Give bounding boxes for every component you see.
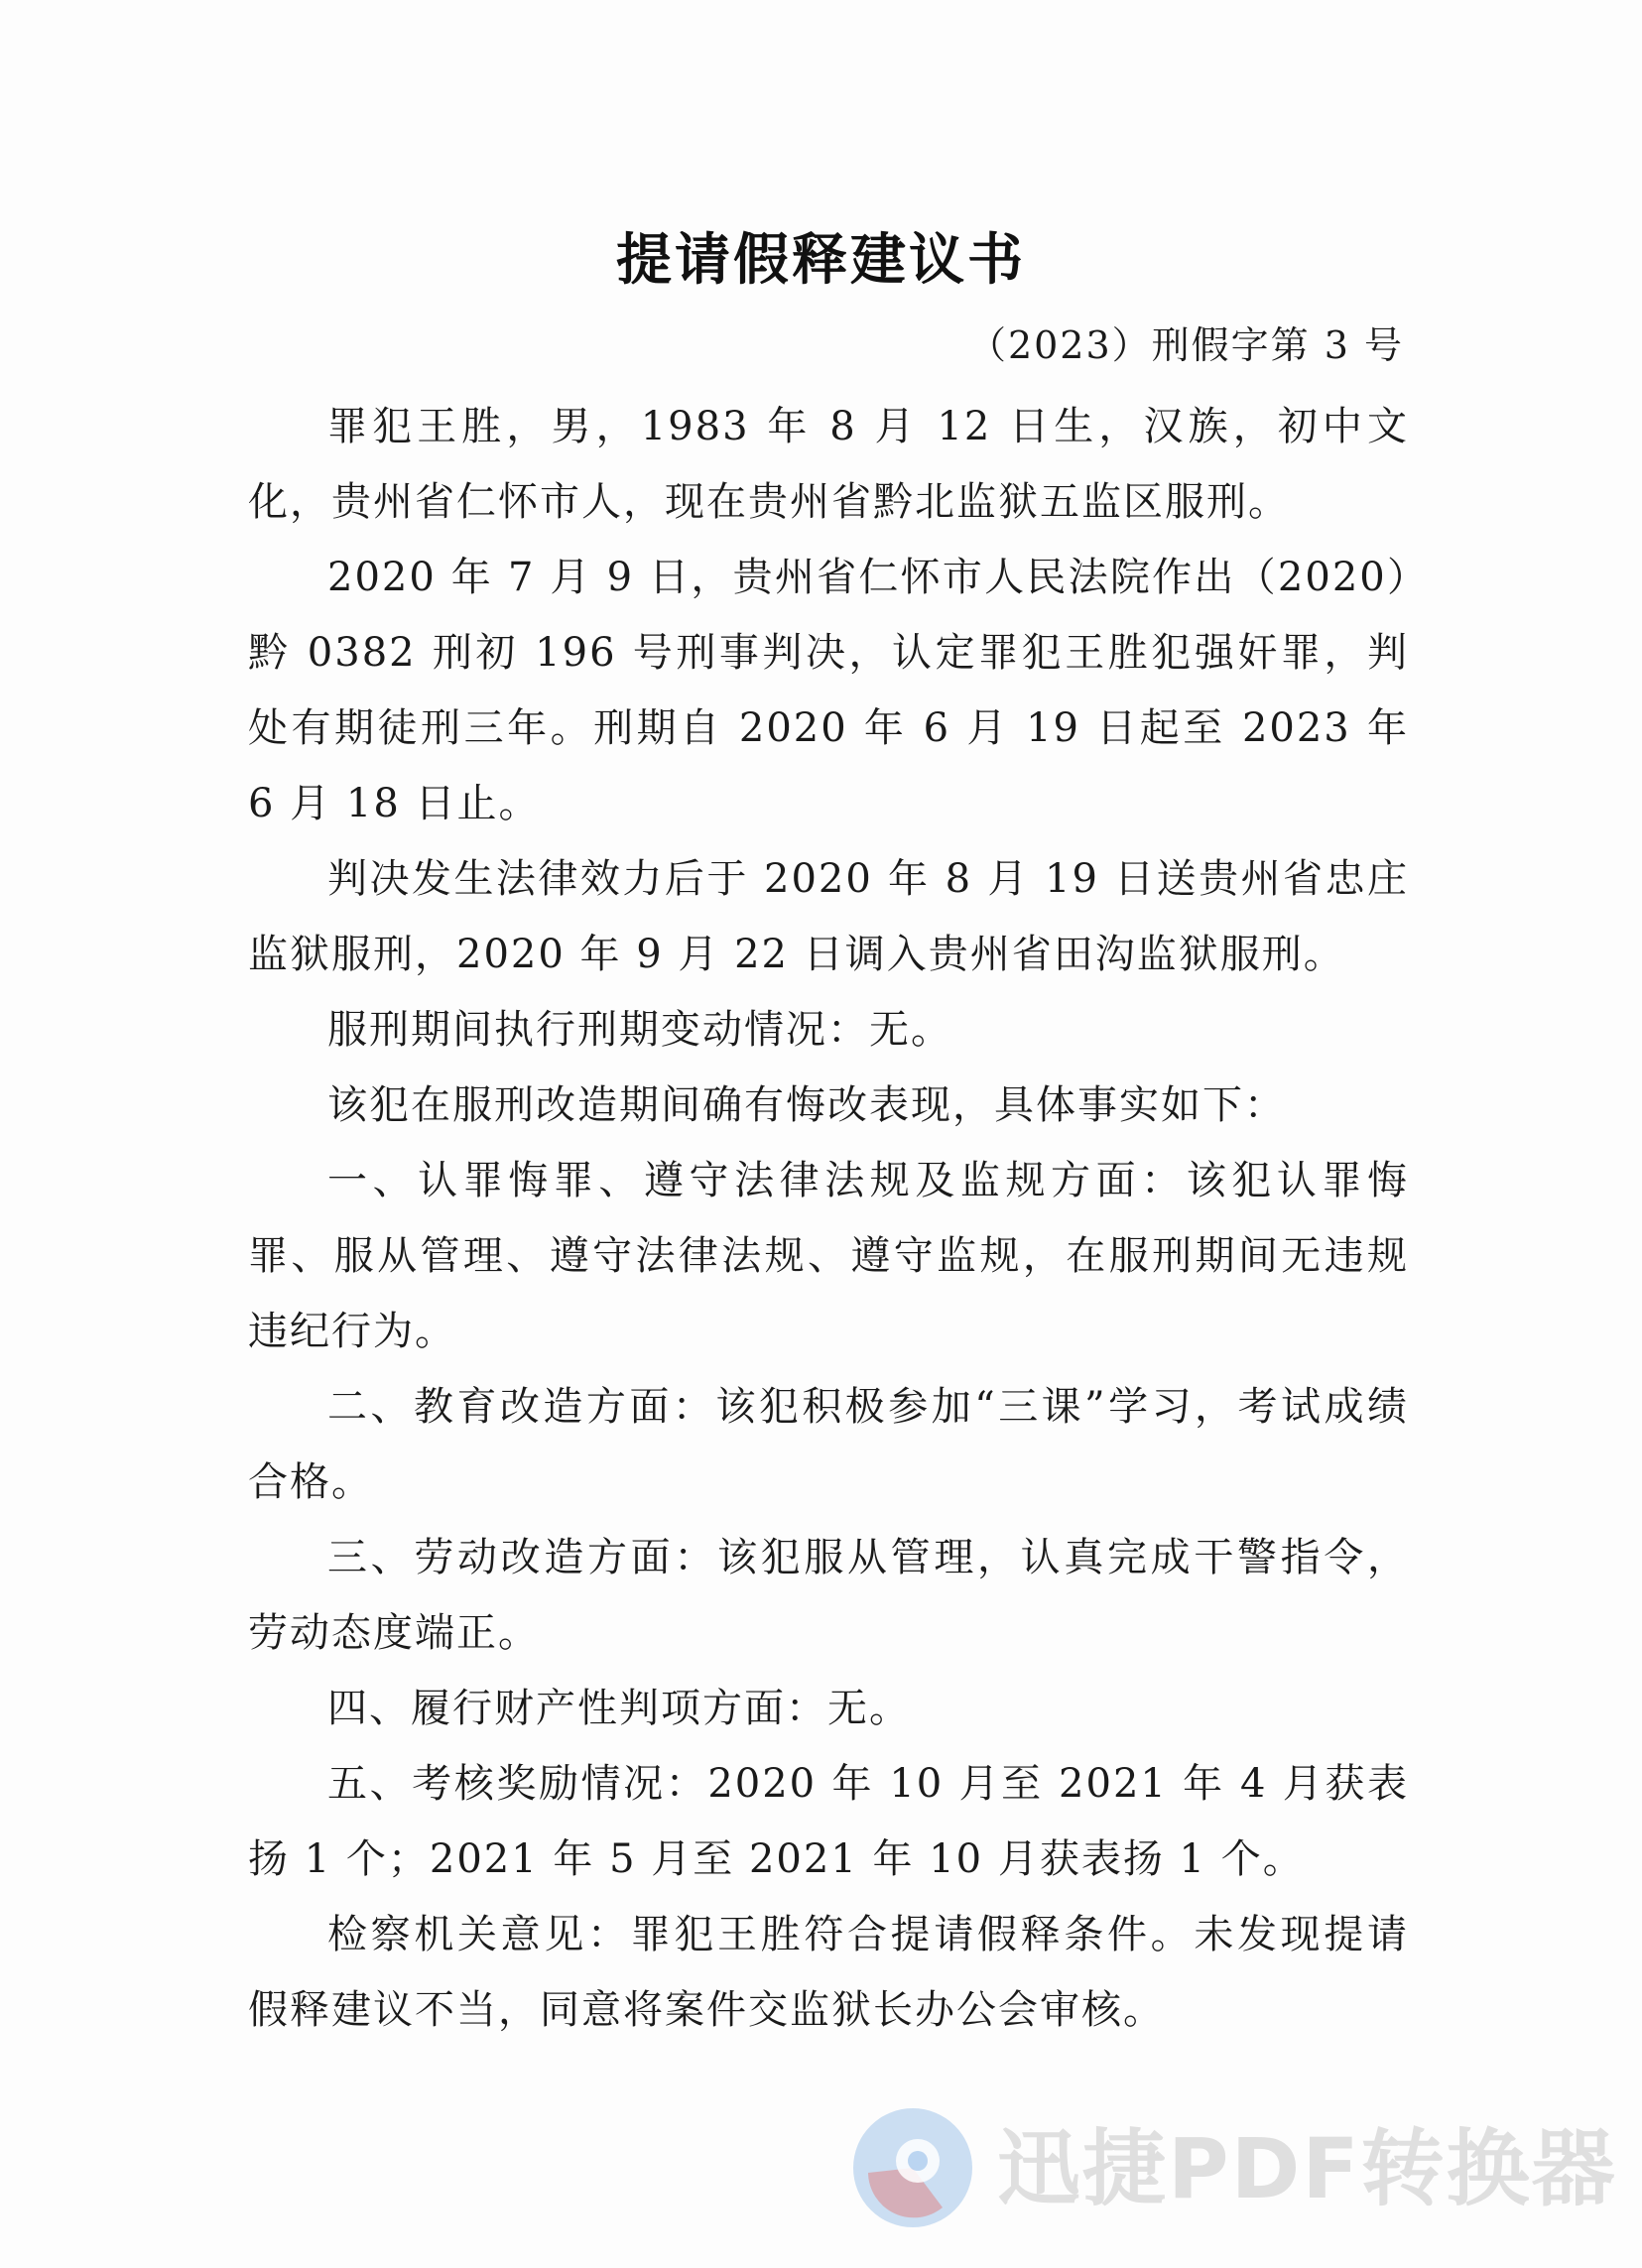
watermark-text: 迅捷PDF转换器: [997, 2120, 1617, 2217]
paragraph-item-3: 三、劳动改造方面：该犯服从管理，认真完成干警指令，劳动态度端正。: [248, 1535, 1409, 1656]
paragraph-item-5: 五、考核奖励情况：2020 年 10 月至 2021 年 4 月获表扬 1 个；2021 年 5 月至 2021 年 10 月获表扬 1 个。: [248, 1761, 1409, 1882]
paragraph-repentance-intro: 该犯在服刑改造期间确有悔改表现，具体事实如下：: [327, 1082, 1286, 1128]
paragraph-item-4: 四、履行财产性判项方面：无。: [327, 1686, 911, 1731]
paragraph-item-2: 二、教育改造方面：该犯积极参加“三课”学习，考试成绩合格。: [248, 1384, 1409, 1505]
paragraph-procuratorate-opinion: 检察机关意见：罪犯王胜符合提请假释条件。未发现提请假释建议不当，同意将案件交监狱长办公会审核。: [248, 1912, 1409, 2033]
pdf-converter-logo-icon: [848, 2103, 977, 2232]
document-number: （2023）刑假字第 3 号: [967, 323, 1404, 367]
paragraph-item-1: 一、认罪悔罪、遵守法律法规及监规方面：该犯认罪悔罪、服从管理、遵守法律法规、遵守监规，在服刑期间无违规违纪行为。: [248, 1158, 1409, 1354]
paragraph-criminal-info: 罪犯王胜，男，1983 年 8 月 12 日生，汉族，初中文化，贵州省仁怀市人，现在贵州省黔北监狱五监区服刑。: [248, 404, 1409, 525]
paragraph-sentence-change: 服刑期间执行刑期变动情况：无。: [327, 1007, 952, 1053]
paragraph-judgment: 2020 年 7 月 9 日，贵州省仁怀市人民法院作出（2020）黔 0382 刑初 196 号刑事判决，认定罪犯王胜犯强奸罪，判处有期徒刑三年。刑期自 2020 年 6 月 19 日起至 2023 年 6 月 18 日止。: [248, 555, 1409, 826]
document-title: 提请假释建议书: [616, 228, 1026, 293]
paragraph-transfer: 判决发生法律效力后于 2020 年 8 月 19 日送贵州省忠庄监狱服刑，2020 年 9 月 22 日调入贵州省田沟监狱服刑。: [248, 856, 1409, 977]
watermark: [848, 2103, 1622, 2232]
document-body: [248, 389, 1409, 2048]
